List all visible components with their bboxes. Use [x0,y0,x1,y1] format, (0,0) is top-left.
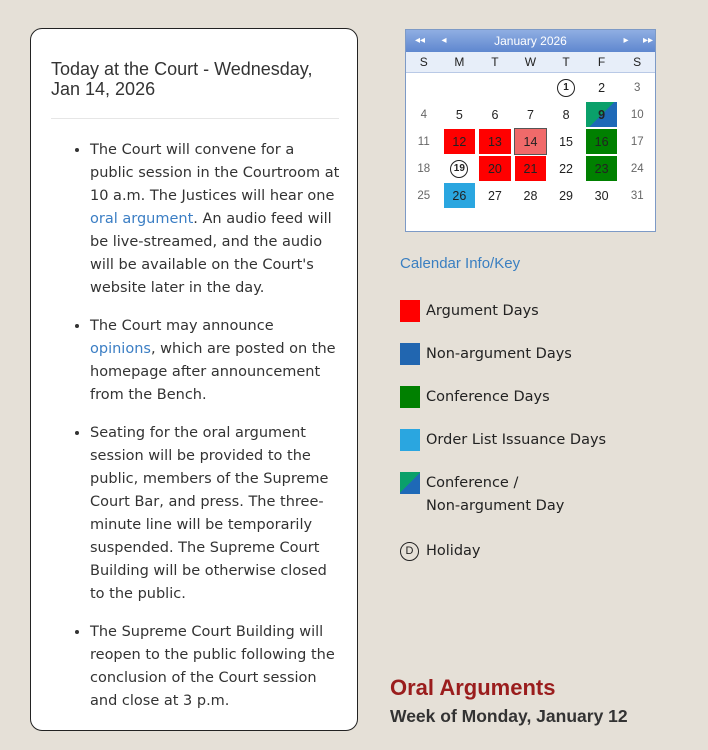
holiday-marker: 19 [450,160,468,178]
next-month-icon[interactable]: ▸ [623,35,629,46]
calendar-day-25[interactable]: 25 [417,189,431,202]
calendar-day-20[interactable]: 20 [479,156,511,181]
calendar-day-4[interactable]: 4 [420,108,427,121]
oral-arguments-week: Week of Monday, January 12 [390,706,628,726]
calendar-day-24[interactable]: 24 [630,162,644,175]
oral-arguments-title: Oral Arguments [390,675,556,700]
today-title: Today at the Court - Wednesday, Jan 14, 2026 [51,59,313,99]
orderlist-swatch [400,429,420,451]
calendar-day-18[interactable]: 18 [417,162,431,175]
opinions-link[interactable]: opinions [90,341,151,357]
calendar-day-7[interactable]: 7 [527,107,534,122]
split-swatch [400,472,420,494]
prev-month-icon[interactable]: ◂ [441,35,447,46]
list-item: • Seating for the oral argument session will be provided to the public, members of the Supreme Court Bar, and press. The three-minute line will be temporarily suspended. The Supreme Court Building will be otherwise closed to the public. [90,422,340,606]
list-item: • The Court will convene for a public session in the Courtroom at 10 a.m. The Justices will hear one oral argument. An audio feed will be live-streamed, and the audio will be available on the Court's website later in the day. [90,139,340,300]
calendar-day-8[interactable]: 8 [562,107,570,122]
calendar-day-6[interactable]: 6 [491,107,499,122]
argument-swatch [400,300,420,322]
calendar-day-22[interactable]: 22 [559,161,574,176]
key-split-label-line2: Non-argument Day [426,498,565,514]
calendar-day-13[interactable]: 13 [479,129,511,154]
weekday-label: F [597,55,606,69]
calendar-month-title[interactable]: January 2026 [494,34,567,48]
calendar-day-15[interactable]: 15 [559,134,574,149]
next-year-icon[interactable]: ▸▸ [642,35,654,46]
calendar-key-title: Calendar Info/Key [400,255,521,272]
list-item: • The Supreme Court Building will reopen to the public following the conclusion of the Court session and close at 3 p.m. [90,621,340,713]
calendar-day-30[interactable]: 30 [594,188,609,203]
calendar-day-19[interactable] [442,155,478,182]
calendar-day-28 [406,74,442,101]
title-divider [51,118,339,119]
calendar-day-31[interactable]: 31 [630,189,644,202]
calendar-day-31 [513,74,549,101]
key-argument [400,300,539,323]
weekday-label: S [633,55,642,69]
key-nonargument [400,343,572,366]
weekday-label: T [491,55,499,69]
calendar-day-17[interactable]: 17 [630,135,644,148]
calendar-day-12[interactable]: 12 [444,129,476,154]
weekday-label: M [454,55,465,69]
nonargument-swatch [400,343,420,365]
key-split [400,472,564,518]
calendar-day-26[interactable]: 26 [444,183,476,208]
key-orderlist-label: Order List Issuance Days [426,432,607,448]
key-split-label-line1: Conference / [426,475,519,491]
calendar-day-27[interactable]: 27 [487,188,502,203]
key-argument-label: Argument Days [426,303,539,319]
calendar-day-10[interactable]: 10 [630,108,644,121]
calendar-widget [405,29,656,232]
weekday-label: T [562,55,570,69]
calendar-day-21[interactable]: 21 [515,156,547,181]
calendar-header [406,30,655,52]
calendar-day-5[interactable]: 5 [455,107,463,122]
today-at-court-card [30,28,358,731]
prev-year-icon[interactable]: ◂◂ [414,35,426,46]
calendar-grid [406,74,655,209]
key-holiday [400,540,481,563]
oral-argument-link[interactable]: oral argument [90,211,194,227]
key-holiday-label: Holiday [426,543,481,559]
weekday-label: W [524,55,537,69]
calendar-day-16[interactable]: 16 [586,129,618,154]
holiday-marker: 1 [557,79,575,97]
calendar-day-28[interactable]: 28 [523,188,538,203]
weekday-header [406,52,655,73]
calendar-day-23[interactable]: 23 [586,156,618,181]
calendar-day-3[interactable]: 3 [634,81,641,94]
calendar-day-14[interactable]: 14 [515,129,547,154]
conference-swatch [400,386,420,408]
key-nonargument-label: Non-argument Days [426,346,572,362]
calendar-day-2[interactable]: 2 [598,80,606,95]
calendar-day-1[interactable] [548,74,584,101]
calendar-day-29 [442,74,478,101]
holiday-icon: D [400,542,419,561]
today-list [90,139,340,728]
key-orderlist [400,429,606,452]
calendar-day-9[interactable]: 9 [586,102,618,127]
weekday-label: S [419,55,428,69]
list-item: • The Court may announce opinions, which are posted on the homepage after announcement from the Bench. [90,315,340,407]
calendar-day-11[interactable]: 11 [417,135,430,148]
key-conference [400,386,550,409]
calendar-day-30 [477,74,513,101]
calendar-day-29[interactable]: 29 [559,188,574,203]
key-conference-label: Conference Days [426,389,550,405]
